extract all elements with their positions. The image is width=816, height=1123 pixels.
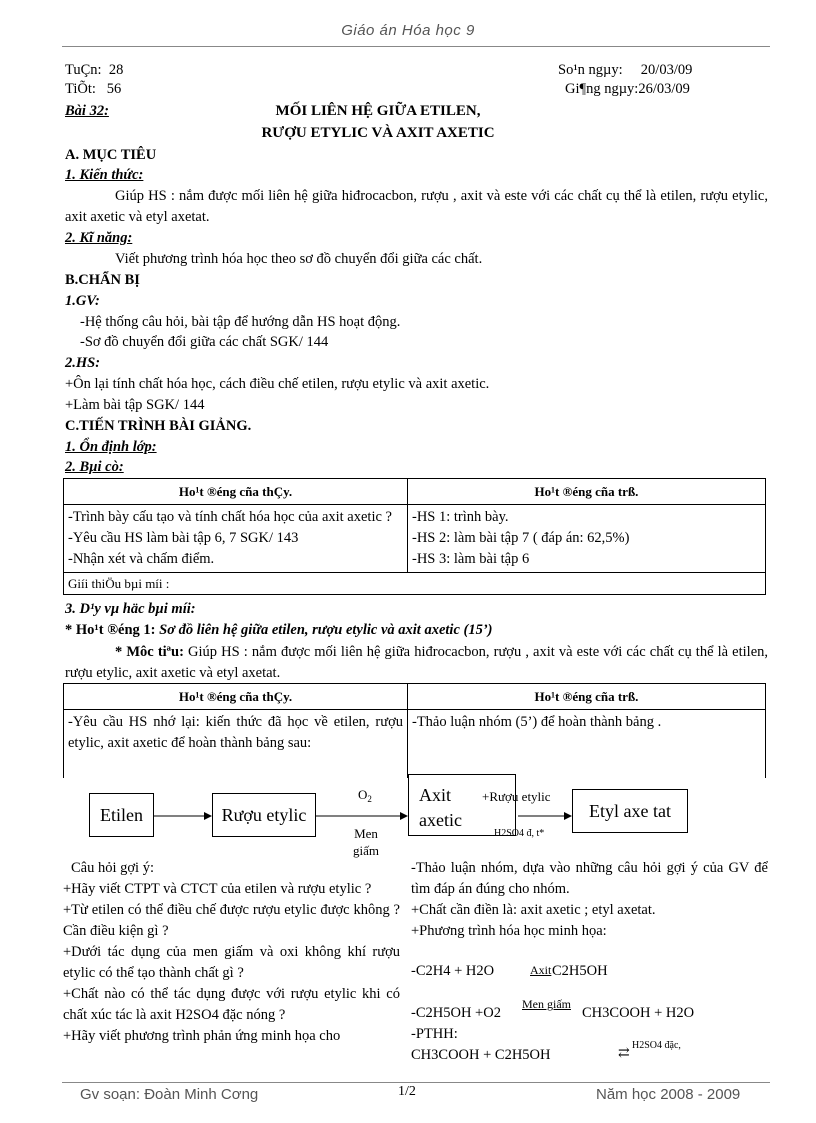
new-lesson-intro: Giíi thiÖu bµi míi : [64,573,766,595]
activity-1-table [63,683,766,778]
equation-1-left: -C2H4 + H2O [411,963,495,979]
student-activity-header: Ho¹t ®éng cña trß. [408,479,766,505]
header-divider [62,46,770,47]
student-activity-line-1: -HS 1: trình bày. [412,509,509,525]
teacher-prep-item-2: -Sơ đồ chuyển đổi giữa các chất SGK/ 144 [80,334,329,350]
student-activity-cell-2: -Thảo luận nhóm (5’) để hoàn thành bảng . [408,710,766,779]
week-info [65,62,123,79]
box-axit-axetic [408,774,516,836]
activity-1-title: Sơ đồ liên hệ giữa etilen, rượu etylic và axit axetic (15’) [159,622,493,638]
footer-divider [62,1082,770,1083]
h2so4-text: H2SO4 đ, [494,828,535,839]
skills-text: Viết phương trình hóa học theo sơ đồ chuyển đổi giữa các chất. [115,251,483,267]
section-objectives: A. MỤC TIÊU [65,147,157,163]
equation-2-condition: Men giấm [522,997,571,1011]
objective-text: Giúp HS : nắm được mối liên hệ giữa hiđrocacbon, rượu , axit và este với các chất cụ thể là etilen, rượu etylic, axit axetic và etyl axetat. [65,644,769,681]
teacher-activity-line-3: -Nhận xét và chấm điểm. [68,551,215,567]
footer-author: Gv soạn: Đoàn Minh Cơng [80,1086,259,1103]
reversible-arrow-icon: ⇄ [618,1046,630,1061]
class-stabilization: 1. Ổn định lớp: [65,439,157,455]
prepared-date [558,62,692,79]
equation-3: CH3COOH + C2H5OH [411,1047,551,1063]
knowledge-text: Giúp HS : nắm được mối liên hệ giữa hiđrocacbon, rượu , axit và este với các chất cụ thể là etilen, rượu etylic, axit axetic và etyl axetat. [65,188,768,225]
student-activity-line-2: -HS 2: làm bài tập 7 ( đáp án: 62,5%) [412,530,630,546]
teacher-prep-heading: 1.GV: [65,293,100,309]
week-value: 28 [108,62,124,78]
student-activity-header-2: Ho¹t ®éng cña trß. [408,684,766,710]
student-activity-cell [408,505,766,573]
activity-1-heading [65,622,493,639]
student-answers [411,858,768,942]
student-prep-item-1: +Ôn lại tính chất hóa học, cách điều chế etilen, rượu etylic và axit axetic. [65,376,490,392]
arrow-head-3 [564,812,572,820]
answer-3: +Phương trình hóa học minh họa: [411,923,607,939]
conversion-diagram [62,770,772,860]
lesson-title-line2: RƯỢU ETYLIC VÀ AXIT AXETIC [261,125,495,141]
prepared-value: 20/03/09 [640,62,693,78]
arrow-head-1 [204,812,212,820]
equation-3-condition: H2SO4 đặc, [632,1040,681,1051]
arrow-head-2 [400,812,408,820]
ruou-etylic-condition: +Rượu etylic [482,789,551,804]
question-4: +Chất nào có thể tác dụng được với rượu etylic khi có chất xúc tác là axit H2SO4 đặc nóng ? [63,986,400,1023]
question-1: +Hãy viết CTPT và CTCT của etilen và rượu etylic ? [63,881,372,897]
period-label: TiÕt: [65,81,96,97]
teacher-activity-cell-2: -Yêu cầu HS nhớ lại: kiến thức đã học về etilen, rượu etylic, axit axetic để hoàn thành bảng sau: [64,710,408,779]
student-activity-line-3: -HS 3: làm bài tập 6 [412,551,530,567]
activity-1-prefix: * Ho¹t ®éng 1: [65,622,156,638]
new-lesson-heading: 3. D¹y vµ häc bµi míi: [65,601,196,617]
teaching-date [565,81,690,98]
pthh-label: -PTHH: [411,1026,458,1042]
o2-subscript: 2 [367,794,372,804]
teaching-value: 26/03/09 [638,81,690,97]
knowledge-heading: 1. Kiến thức: [65,167,144,183]
box-etilen: Etilen [89,793,154,837]
equation-1-right: C2H5OH [552,963,608,979]
teaching-label: Gi¶ng ngµy: [565,81,639,97]
footer-page-number: 1/2 [398,1084,416,1099]
period-value: 56 [106,81,122,97]
equation-2-right: CH3COOH + H2O [582,1005,695,1021]
old-lesson-table [63,478,766,595]
guiding-questions [63,858,400,1047]
period-info [65,81,121,98]
axit-axetic-label: Axit axetic [419,785,462,830]
old-lesson-heading: 2. Bµi cò: [65,459,124,475]
teacher-activity-line-1: -Trình bày cấu tạo và tính chất hóa học của axit axetic ? [68,509,392,525]
equation-1-condition: Axit [530,963,552,977]
lesson-number: Bài 32: [65,103,109,119]
box-ruou-etylic: Rượu etylic [212,793,316,837]
footer-school-year: Năm học 2008 - 2009 [596,1086,741,1103]
section-preparation: B.CHẨN BỊ [65,272,140,288]
student-prep-item-2: +Làm bài tập SGK/ 144 [65,397,205,413]
question-5: +Hãy viết phương trình phản ứng minh họa cho [63,1028,341,1044]
teacher-activity-cell [64,505,408,573]
question-2: +Từ etilen có thể điều chế được rượu etylic được không ? Cần điều kiện gì ? [63,902,400,939]
question-3: +Dưới tác dụng của men giấm và oxi không khí rượu etylic có thể tạo thành chất gì ? [63,944,400,981]
h2so4-temperature: t* [536,828,545,839]
question-intro: Câu hỏi gợi ý: [71,860,154,876]
teacher-activity-line-2: -Yêu cầu HS làm bài tập 6, 7 SGK/ 143 [68,530,299,546]
activity-1-objective [65,642,768,684]
equation-2-left: -C2H5OH +O2 [411,1005,501,1021]
objective-prefix: * Môc tiªu: [115,644,184,660]
prepared-label: So¹n ngµy: [558,62,623,78]
page-header-title: Giáo án Hóa học 9 [341,22,475,39]
box-etyl-axetat: Etyl axe tat [572,789,688,833]
teacher-prep-item-1: -Hệ thống câu hỏi, bài tập để hướng dẫn HS hoạt động. [80,314,401,330]
student-prep-heading: 2.HS: [65,355,101,371]
teacher-activity-header: Ho¹t ®éng cña thÇy. [64,479,408,505]
answer-2: +Chất cần điền là: axit axetic ; etyl axetat. [411,902,656,918]
lesson-title-line1: MỐI LIÊN HỆ GIỮA ETILEN, [275,103,481,119]
h2so4-condition [494,828,544,839]
week-label: TuÇn: [65,62,102,78]
skills-heading: 2. Kĩ năng: [65,230,133,246]
teacher-activity-header-2: Ho¹t ®éng cña thÇy. [64,684,408,710]
section-procedure: C.TIẾN TRÌNH BÀI GIẢNG. [65,418,252,434]
o2-label [358,787,372,804]
men-giam-label: Men giấm [353,826,379,858]
answer-1: -Thảo luận nhóm, dựa vào những câu hỏi gợi ý của GV để tìm đáp án đúng cho nhóm. [411,860,768,897]
o2-text: O [358,787,368,802]
